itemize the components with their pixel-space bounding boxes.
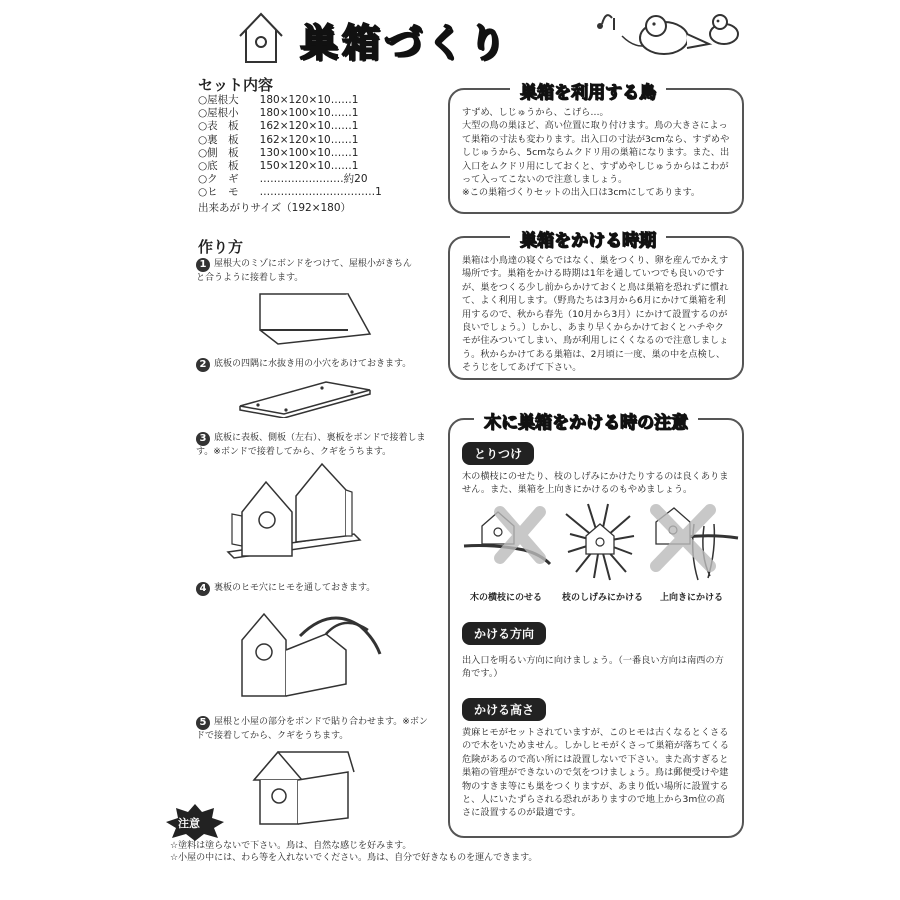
step-3 xyxy=(196,432,436,458)
step-number: 3 xyxy=(196,432,210,446)
finished-size: 出来あがりサイズ（192×180） xyxy=(198,201,352,214)
step-text: 屋根大のミゾにボンドをつけて、屋根小がきちんと合うように接着します。 xyxy=(196,259,412,283)
step-number: 2 xyxy=(196,358,210,372)
step-4 xyxy=(196,582,436,596)
attach-tag: とりつけ xyxy=(462,442,534,465)
set-item: ○底 板 150×120×10……1 xyxy=(198,160,359,173)
step-number: 5 xyxy=(196,716,210,730)
set-item: ○裏 板 162×120×10……1 xyxy=(198,133,359,146)
step-text: 裏板のヒモ穴にヒモを通しておきます。 xyxy=(214,583,376,593)
roof-illustration xyxy=(238,290,378,346)
caption-branch: 木の横枝にのせる xyxy=(470,593,543,603)
birdhouse-logo-icon xyxy=(236,10,286,66)
timing-text: 巣箱は小鳥達の寝ぐらではなく、巣をつくり、卵を産んでかえす場所です。巣箱をかける時期は1年を通していつでも良いのですが、巣をつくる少し前からかけておくと鳥は巣箱を恐れずに慣れて、よく利用します。（野鳥たちは3月から6月にかけて巣箱を利用するので、秋から春先（10月から3月）にかけて設置するのが良いでしょう。）しかし、あまり早くからかけておくとハチやクモが住みついてしまい、鳥が利用しにくくなるので注意しましょう。秋からかけてある巣箱は、2月頃に一度、巣の中を点検し、そうじをしてあげて下さい。 xyxy=(462,255,729,374)
birds-text: すずめ、しじゅうから、こげら…。 大型の鳥の巣ほど、高い位置に取り付けます。鳥の大きさによって巣箱の寸法も変わります。出入口の寸法が3cmなら、すずめやしじゅうから、5cmならムクドリ用の巣箱になります。また、出入口をムクドリ用にしておくと、すずめやしじゅうからはこわがって入ってこないので注意しましょう。 ※この巣箱づくりセットの出入口は3cmにしてあります。 xyxy=(462,107,730,199)
finished-house-illustration xyxy=(248,744,360,828)
step-1 xyxy=(196,258,416,284)
timing-title: 巣箱をかける時期 xyxy=(510,226,666,251)
step-5 xyxy=(196,716,436,742)
birds-decoration-icon xyxy=(592,4,752,66)
note-line: ☆小屋の中には、わら等を入れないでください。鳥は、自分で好きなものを運んできます。 xyxy=(170,853,538,863)
direction-text: 出入口を明るい方向に向けましょう。（一番良い方向は南西の方角です。） xyxy=(462,655,724,680)
caption-foliage: 枝のしげみにかける xyxy=(562,593,644,603)
attach-bad-examples-illustration xyxy=(460,502,740,584)
step-text: 屋根と小屋の部分をボンドで貼り合わせます。※ボンドで接着してから、クギをうちます。 xyxy=(196,717,428,741)
set-item: ○屋根小 180×100×10……1 xyxy=(198,107,359,120)
set-item: ○屋根大 180×120×10……1 xyxy=(198,94,359,106)
note-line: ☆塗料は塗らないで下さい。鳥は、自然な感じを好みます。 xyxy=(170,841,412,851)
set-item: ○ヒ モ ……………………………1 xyxy=(198,186,382,199)
height-tag: かける高さ xyxy=(462,698,546,721)
howto-heading: 作り方 xyxy=(198,238,244,256)
caution-notes xyxy=(170,840,630,864)
caution-badge: 注意 xyxy=(178,817,200,830)
step-number: 1 xyxy=(196,258,210,272)
direction-tag: かける方向 xyxy=(462,622,546,645)
page-title: 巣箱づくり xyxy=(300,21,511,65)
caption-upward: 上向きにかける xyxy=(660,593,724,603)
step-number: 4 xyxy=(196,582,210,596)
caution-title: 木に巣箱をかける時の注意 xyxy=(474,408,698,433)
string-illustration xyxy=(230,600,390,700)
set-item: ○側 板 130×100×10……1 xyxy=(198,146,359,159)
birds-title: 巣箱を利用する鳥 xyxy=(510,78,666,103)
set-list xyxy=(198,94,382,215)
height-text: 黄麻ヒモがセットされていますが、このヒモは古くなるとくさるので木をいためません。しかしヒモがくさって巣箱が落ちてくる危険があるので高い所には設置しないで下さい。また高すぎると巣箱の管理ができないので気をつけましょう。鳥は郵便受けや建物のすきま等にも巣をつくりますが、あまり低い場所に設置すると、人にいたずらされる恐れがありますので地上から3m位の高さに設置するのが最適です。 xyxy=(462,727,729,819)
bottom-board-illustration xyxy=(236,378,376,418)
set-item: ○ク ギ ……………………約20 xyxy=(198,173,368,186)
step-text: 底板に表板、側板（左右）、裏板をボンドで接着します。※ボンドで接着してから、クギをうちます。 xyxy=(196,433,426,457)
step-2 xyxy=(196,358,436,372)
step-text: 底板の四隅に水抜き用の小穴をあけておきます。 xyxy=(214,359,412,369)
set-heading: セット内容 xyxy=(198,76,274,94)
assembly-illustration xyxy=(218,460,368,575)
attach-text: 木の横枝にのせたり、枝のしげみにかけたりするのは良くありません。また、巣箱を上向きにかけるのもやめましょう。 xyxy=(462,471,729,496)
set-item: ○表 板 162×120×10……1 xyxy=(198,120,359,133)
